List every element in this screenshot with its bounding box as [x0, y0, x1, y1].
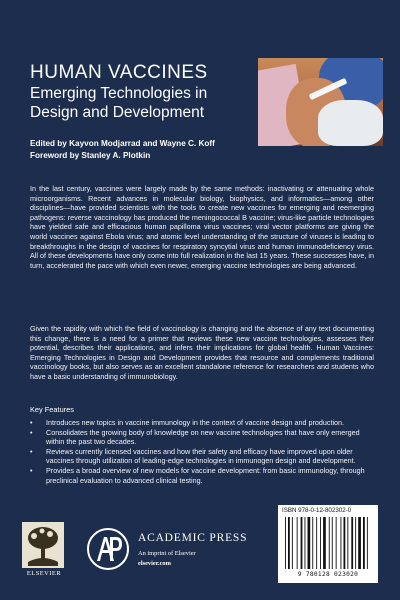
barcode-bar [308, 517, 311, 569]
barcode-bar [332, 517, 333, 569]
academic-press-logo [86, 527, 130, 571]
barcode-digits: 9 780128 023020 [297, 571, 359, 578]
barcode-bar [341, 517, 342, 569]
barcode-bar [288, 517, 290, 569]
isbn-label: ISBN 978-0-12-802302-0 [282, 507, 352, 514]
barcode-bar [323, 517, 326, 569]
key-features-list [30, 418, 374, 485]
barcode-bar [355, 517, 356, 569]
barcode-bar [301, 517, 303, 569]
key-feature-item [30, 418, 374, 428]
isbn-barcode-box [278, 505, 378, 583]
credits [30, 138, 215, 162]
barcode-bar [367, 517, 368, 569]
barcode-bar [351, 517, 353, 569]
barcode-bar [344, 517, 346, 569]
elsevier-wordmark: ELSEVIER [26, 570, 62, 577]
photo-glove [318, 100, 383, 146]
key-feature-text: Reviews currently licensed vaccines and how their safety and efficacy have improved upon older vaccines through utilization of leading-edge technologies in immunogen design and development. [46, 446, 356, 466]
barcode-bar [285, 517, 286, 569]
barcode-bar [363, 517, 365, 569]
bullet-icon: • [30, 465, 33, 475]
barcode-bar [336, 517, 337, 569]
barcode-bar [305, 517, 306, 569]
barcode-bar [297, 517, 298, 569]
key-features-title: Key Features [30, 405, 74, 414]
description-paragraph-2: Given the rapidity with which the field of vaccinology is changing and the absence of any text documenting this change, there is a need for a primer that reviews these new vaccine technologies, assesses their potential, describes their applications, and infers their implications for global health. Human Vaccines: Emerging Technologies in Design and Development provides that resource and complements traditional vaccinology books, but also serves as an excellent standalone reference for researchers and students who have a basic understanding of immunobiology. [30, 324, 374, 381]
key-feature-item [30, 466, 374, 485]
elsevier-tree-logo [22, 522, 64, 568]
barcode-bar [329, 517, 330, 569]
barcode-bar [358, 517, 361, 569]
barcode-bar [320, 517, 321, 569]
publisher-name: ACADEMIC PRESS [138, 532, 248, 544]
barcode-bar [347, 517, 348, 569]
description-paragraph-1: In the last century, vaccines were largely made by the same methods: inactivating or attenuating whole microorganisms. Recent advances in molecular biology, biophysics, and informatics—among other disciplines—have provided scientists with the tools to create new vaccines for emerging and reemerging pathogens: reverse vaccinology has produced the meningococcal B vaccine; virus-like particle technologies have yielded safe and efficacious human papilloma virus vaccines; viral vector platforms are giving the world vaccines against Ebola virus; and atomic level understanding of the structure of viruses is leading to breakthroughs in the design of vaccines for respiratory syncytial virus and human immunodeficiency virus. All of these developments have only come into full realization in the last 15 years. These successes have, in turn, accelerated the pace with which even newer, emerging vaccine technologies are being advanced. [30, 184, 374, 270]
foreword-line: Foreword by Stanley A. Plotkin [30, 151, 151, 160]
bullet-icon: • [30, 446, 33, 456]
barcode-bar [316, 517, 317, 569]
bullet-icon: • [30, 427, 33, 437]
key-feature-item [30, 447, 374, 466]
vaccination-photo [258, 58, 383, 146]
key-feature-text: Consolidates the growing body of knowledge on new vaccine technologies that have only emerged within the past two decades. [46, 427, 360, 447]
publisher-website: elsevier.com [138, 560, 171, 567]
key-feature-text: Introduces new topics in vaccine immunology in the context of vaccine design and production. [46, 418, 345, 427]
book-title: HUMAN VACCINES [30, 62, 208, 83]
key-feature-item [30, 428, 374, 447]
bullet-icon: • [30, 418, 33, 427]
book-subtitle: Emerging Technologies in Design and Development [30, 85, 208, 121]
key-feature-text: Provides a broad overview of new models for vaccine development: from basic immunology, through preclinical evaluation to advanced clinical testing. [46, 465, 365, 485]
publisher-imprint: An imprint of Elsevier [138, 550, 196, 557]
barcode-bar [292, 517, 293, 569]
barcode-bar [312, 517, 313, 569]
editors-line: Edited by Kayvon Modjarrad and Wayne C. Koff [30, 139, 215, 148]
barcode-icon [284, 517, 372, 569]
